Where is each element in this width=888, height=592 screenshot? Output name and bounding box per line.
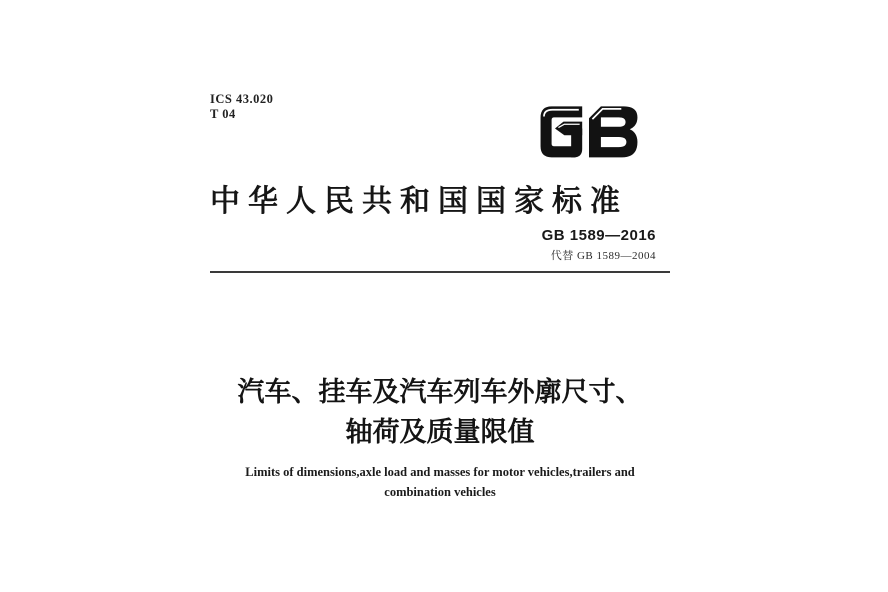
ics-code: ICS 43.020 [210, 92, 274, 106]
standard-number-block [542, 227, 656, 263]
header-divider [210, 271, 670, 273]
classification-code: T 04 [210, 107, 236, 121]
standard-title-english [150, 462, 730, 502]
national-standard-title: 中华人民共和国国家标准 [210, 185, 628, 218]
cover-content [210, 0, 670, 592]
replaces-note: 代替 GB 1589—2004 [550, 250, 656, 262]
standard-number: GB 1589—2016 [541, 227, 656, 244]
standard-title-en-line2: combination vehicles [384, 485, 496, 499]
standard-title-cn-line1: 汽车、挂车及汽车列车外廓尺寸、 [237, 377, 643, 407]
standard-title-cn-line2: 轴荷及质量限值 [345, 417, 535, 447]
gb-logo-icon [538, 101, 640, 161]
ics-block [210, 92, 273, 122]
standard-title-en-line1: Limits of dimensions,axle load and masses for motor vehicles,trailers and [245, 465, 635, 479]
standard-title-chinese [210, 372, 670, 452]
